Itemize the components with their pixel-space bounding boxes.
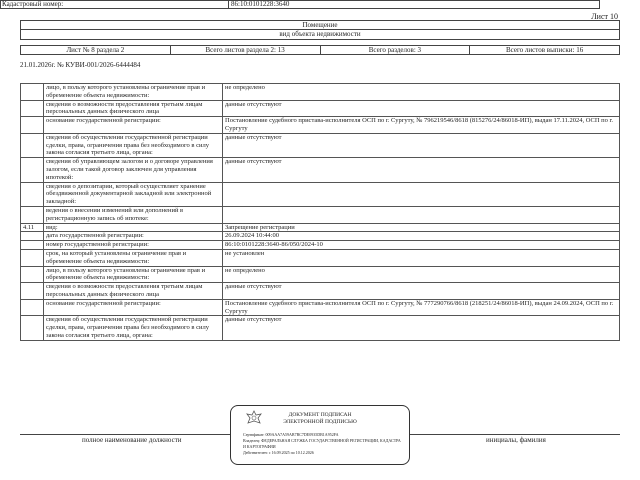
row-label: лицо, в пользу которого установлены ограничение прав и обременение объекта недвижимости: <box>44 266 223 283</box>
table-row <box>21 232 620 241</box>
row-label: номер государственной регистрации: <box>44 241 223 250</box>
table-row <box>21 283 620 300</box>
row-value: не определено <box>223 266 620 283</box>
row-number <box>21 249 44 266</box>
row-value: 26.09.2024 10:44:00 <box>223 232 620 241</box>
row-label: сведения об осуществлении государственной регистрации сделки, права, ограничения права без необходимого в силу закона согласия третьего лица, органа: <box>44 316 223 340</box>
row-value <box>223 182 620 206</box>
sheet-info-cell: Всего листов раздела 2: 13 <box>171 46 321 54</box>
table-row <box>21 158 620 182</box>
row-label: срок, на который установлены ограничение прав и обременение объекта недвижимости: <box>44 249 223 266</box>
sheet-number: Лист 10 <box>591 12 618 21</box>
row-label: дата государственной регистрации: <box>44 232 223 241</box>
row-number <box>21 117 44 134</box>
table-row <box>21 299 620 316</box>
signature-owner: Владелец: ФЕДЕРАЛЬНАЯ СЛУЖБА ГОСУДАРСТВЕННОЙ РЕГИСТРАЦИИ, КАДАСТРА И КАРТОГРАФИИ <box>243 438 401 449</box>
row-number <box>21 232 44 241</box>
footer-position-label: полное наименование должности <box>82 436 182 444</box>
table-row <box>21 182 620 206</box>
row-number: 4.11 <box>21 223 44 232</box>
row-value: 86:10:0101228:3640-86/050/2024-10 <box>223 241 620 250</box>
row-value <box>223 206 620 223</box>
row-value: Запрещение регистрации <box>223 223 620 232</box>
table-row <box>21 206 620 223</box>
table-row <box>21 249 620 266</box>
row-label: сведения о возможности предоставления третьим лицам персональных данных физического лица <box>44 283 223 300</box>
row-number <box>21 206 44 223</box>
footer-line <box>410 434 620 435</box>
row-label: сведения об управляющем залогом и о договоре управления залогом, если такой договор заключен для управления ипотекой: <box>44 158 223 182</box>
row-number <box>21 158 44 182</box>
document-title: Помещение <box>20 20 620 30</box>
row-label: лицо, в пользу которого установлены ограничение прав и обременение объекта недвижимости: <box>44 84 223 101</box>
signature-validity: Действителен: с 16.09.2025 по 10.12.2026 <box>243 450 314 455</box>
table-row <box>21 266 620 283</box>
electronic-signature-stamp <box>230 405 410 465</box>
row-number <box>21 133 44 157</box>
signature-title: ДОКУМЕНТ ПОДПИСАН <box>288 412 352 418</box>
encumbrance-table <box>20 83 620 341</box>
row-value: Постановление судебного пристава-исполнителя ОСП по г. Сургуту, № 796219546/8618 (815276/24/86018-ИП), выдан 17.11.2024, ОСП по г. Сургуту <box>223 117 620 134</box>
sheet-info-cell: Всего листов выписки: 16 <box>506 46 584 54</box>
row-label: основание государственной регистрации: <box>44 117 223 134</box>
row-label: вид: <box>44 223 223 232</box>
row-number <box>21 316 44 340</box>
row-number <box>21 84 44 101</box>
table-row <box>21 316 620 340</box>
signature-subtitle: ЭЛЕКТРОННОЙ ПОДПИСЬЮ <box>283 419 357 425</box>
row-number <box>21 100 44 117</box>
row-value: данные отсутствуют <box>223 158 620 182</box>
sheet-info-row <box>20 45 620 55</box>
footer-line <box>20 434 230 435</box>
table-row <box>21 117 620 134</box>
signature-certificate: Сертификат: 009AAA7A59AB7BC7DE0935DB1A952FA <box>243 432 339 437</box>
table-row <box>21 223 620 232</box>
sheet-info-cell: Всего разделов: 3 <box>321 46 471 54</box>
row-number <box>21 266 44 283</box>
row-value: данные отсутствуют <box>223 316 620 340</box>
cadastral-value: 86:10:0101228:3640 <box>228 0 289 8</box>
sheet-info-cell: Лист № 8 раздела 2 <box>21 46 171 54</box>
row-number <box>21 182 44 206</box>
row-value: данные отсутствуют <box>223 283 620 300</box>
row-value: не определено <box>223 84 620 101</box>
row-number <box>21 283 44 300</box>
cadastral-row <box>0 0 600 9</box>
row-label: основание государственной регистрации: <box>44 299 223 316</box>
row-number <box>21 241 44 250</box>
row-label: ведения о внесении изменений или дополнений в регистрационную запись об ипотеке: <box>44 206 223 223</box>
registry-number: 21.01.2026г. № КУВИ-001/2026-6444484 <box>20 61 141 69</box>
row-value: не установлен <box>223 249 620 266</box>
row-label: сведения о депозитарии, который осуществляет хранение обездвиженной документарной закладной или электронной закладной: <box>44 182 223 206</box>
table-row <box>21 100 620 117</box>
table-row <box>21 133 620 157</box>
table-row <box>21 241 620 250</box>
footer-name-label: инициалы, фамилия <box>486 436 546 444</box>
row-label: сведения об осуществлении государственной регистрации сделки, права, ограничения права без необходимого в силу закона согласия третьего лица, органа: <box>44 133 223 157</box>
cadastral-label: Кадастровый номер: <box>2 0 64 8</box>
row-value: данные отсутствуют <box>223 100 620 117</box>
row-label: сведения о возможности предоставления третьим лицам персональных данных физического лица <box>44 100 223 117</box>
document-subtitle: вид объекта недвижимости <box>20 30 620 40</box>
row-number <box>21 299 44 316</box>
row-value: данные отсутствуют <box>223 133 620 157</box>
row-value: Постановление судебного пристава-исполнителя ОСП по г. Сургуту, № 777290766/8618 (218251/24/86018-ИП), выдан 24.09.2024, ОСП по г. Сургуту <box>223 299 620 316</box>
table-row <box>21 84 620 101</box>
